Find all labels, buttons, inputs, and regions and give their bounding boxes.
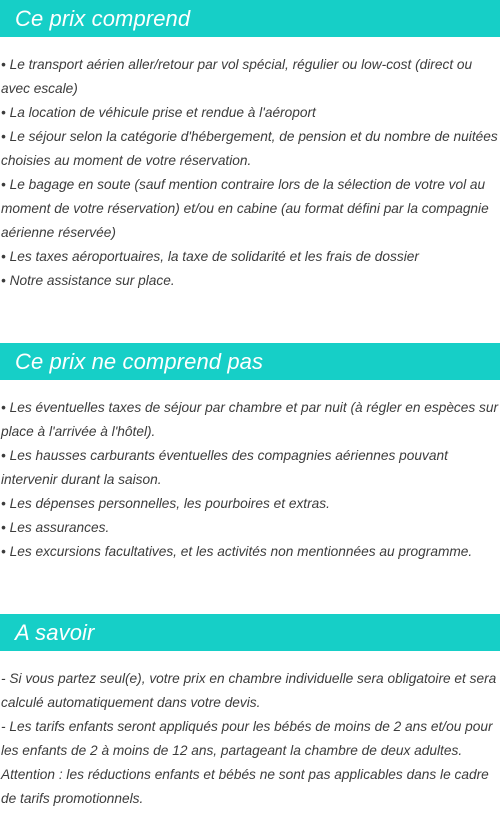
section-good-to-know	[0, 614, 500, 811]
list-item: - Si vous partez seul(e), votre prix en chambre individuelle sera obligatoire et sera calculé automatiquement dans votre devis.	[1, 671, 497, 710]
section-header-included	[0, 0, 500, 37]
section-content	[0, 667, 500, 811]
list-item: • Les taxes aéroportuaires, la taxe de solidarité et les frais de dossier	[1, 249, 419, 264]
list-item: • Les assurances.	[1, 520, 110, 535]
list-item: • Le séjour selon la catégorie d'hébergement, de pension et du nombre de nuitées choisies au moment de votre réservation.	[1, 129, 498, 168]
list-item: • Les éventuelles taxes de séjour par chambre et par nuit (à régler en espèces sur place à l'arrivée à l'hôtel).	[1, 400, 499, 439]
section-header-good-to-know	[0, 614, 500, 651]
list-item: • Le transport aérien aller/retour par vol spécial, régulier ou low-cost (direct ou avec escale)	[1, 57, 473, 96]
list-item: • Les excursions facultatives, et les activités non mentionnées au programme.	[1, 544, 473, 559]
section-not-included	[0, 343, 500, 564]
list-item: • Les dépenses personnelles, les pourboires et extras.	[1, 496, 330, 511]
list-item: Attention : les réductions enfants et bébés ne sont pas applicables dans le cadre de tarifs promotionnels.	[1, 767, 489, 806]
section-content	[0, 53, 500, 293]
section-title: A savoir	[15, 619, 95, 645]
section-content	[0, 396, 500, 564]
section-title: Ce prix comprend	[15, 5, 191, 31]
list-item: • Notre assistance sur place.	[1, 273, 175, 288]
list-item: • Le bagage en soute (sauf mention contraire lors de la sélection de votre vol au moment de votre réservation) et/ou en cabine (au format défini par la compagnie aérienne réservée)	[1, 177, 489, 240]
list-item: • La location de véhicule prise et rendue à l'aéroport	[1, 105, 316, 120]
section-included	[0, 0, 500, 293]
list-item: • Les hausses carburants éventuelles des compagnies aériennes pouvant intervenir durant la saison.	[1, 448, 448, 487]
section-header-not-included	[0, 343, 500, 380]
list-item: - Les tarifs enfants seront appliqués pour les bébés de moins de 2 ans et/ou pour les enfants de 2 à moins de 12 ans, partageant la chambre de deux adultes.	[1, 719, 493, 758]
section-title: Ce prix ne comprend pas	[15, 348, 264, 374]
